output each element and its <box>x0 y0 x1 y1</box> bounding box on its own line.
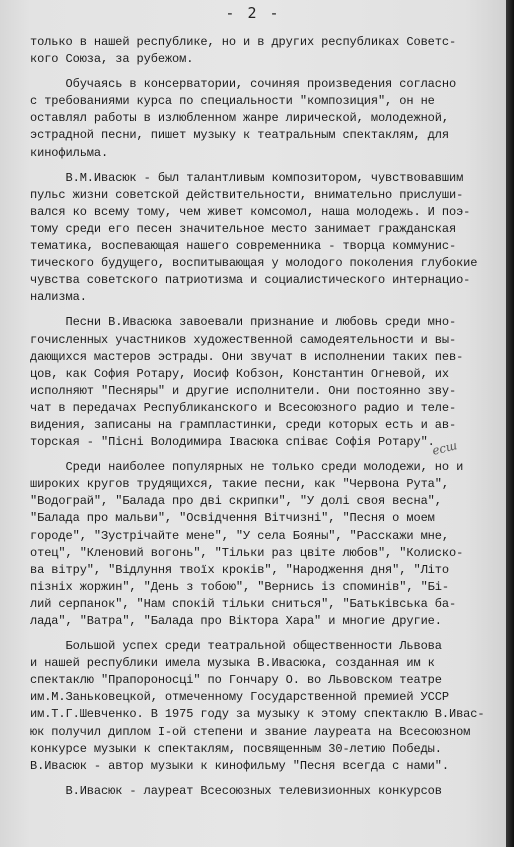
paragraph <box>30 459 500 630</box>
text-line: юк получил диплом I-ой степени и звание лауреата на Всесоюзном <box>30 724 471 739</box>
text-line: пульс жизни советской действительности, внимательно прислуши- <box>30 187 464 202</box>
text-line: цов, как София Ротару, Иосиф Кобзон, Константин Огневой, их <box>30 366 449 381</box>
text-line: оставлял работы в излюбленном жанре лирической, молодежной, <box>30 111 449 126</box>
text-line: лада", "Ватра", "Балада про Віктора Хара" и многие другие. <box>30 614 442 628</box>
paragraph <box>30 638 500 775</box>
paragraph <box>30 314 500 451</box>
paragraph-gap <box>30 630 500 638</box>
text-line: В.М.Ивасюк - был талантливым композитором, чувствовавшим <box>30 170 464 185</box>
text-line: Большой успех среди театральной общественности Львова <box>30 639 442 654</box>
page-number: - 2 - <box>225 4 281 22</box>
text-line: лий серпанок", "Нам спокій тільки сниться", "Батьківська ба- <box>30 596 457 611</box>
text-line: городе", "Зустрічайте мене", "У села Бояны", "Расскажи мне, <box>30 528 449 543</box>
text-line: Обучаясь в консерватории, сочиняя произведения согласно <box>30 77 457 92</box>
paragraph <box>30 783 500 800</box>
text-line: видения, записаны на грампластинки, среди которых есть и ав- <box>30 417 457 432</box>
text-line: нализма. <box>30 290 87 305</box>
text-line: кого Союза, за рубежом. <box>30 52 194 67</box>
text-line: В.Ивасюк - лауреат Всесоюзных телевизионных конкурсов <box>30 783 442 798</box>
text-line: пізніх жоржин", "День з тобою", "Вернись із споминів", "Бі- <box>30 579 449 594</box>
text-line: гочисленных участников художественной самодеятельности и вы- <box>30 332 457 347</box>
text-line: "Балада про мальви", "Освідчення Вітчизні", "Песня о моем <box>30 511 435 526</box>
text-line: отец", "Кленовий вогонь", "Тільки раз цвіте любов", "Колискo- <box>30 545 464 560</box>
text-line: эстрадной песни, пишет музыку к театральным спектаклям, для <box>30 128 449 143</box>
paragraph-gap <box>30 162 500 170</box>
text-line: чувства советского патриотизма и социалистического интернацио- <box>30 273 471 288</box>
paragraph-gap <box>30 306 500 314</box>
paragraph-gap <box>30 68 500 76</box>
text-line: Песни В.Ивасюка завоевали признание и любовь среди мно- <box>30 315 457 330</box>
document-body <box>30 34 500 800</box>
paragraph-gap <box>30 451 500 459</box>
text-line: чат в передачах Республиканского и Всесоюзного радио и теле- <box>30 400 457 415</box>
text-line: спектаклю "Прапороносці" по Гончару О. во Львовском театре <box>30 673 442 688</box>
text-line: конкурсе музыки к спектаклям, посвященным 30-летию Победы. <box>30 741 442 756</box>
paragraph-gap <box>30 775 500 783</box>
text-line: тического будущего, воспитывающая у молодого поколения глубокие <box>30 256 478 271</box>
text-line: "Водограй", "Балада про дві скрипки", "У долі своя весна", <box>30 494 442 509</box>
text-line: исполняют "Песняры" и другие исполнители. Они постоянно зву- <box>30 383 457 398</box>
text-line: торская - "Пісні Володимира Івасюка співає Софія Ротару". <box>30 435 435 450</box>
text-line: только в нашей республике, но и в других республиках Советс- <box>30 35 457 49</box>
paragraph <box>30 34 500 68</box>
text-line: кинофильма. <box>30 145 109 160</box>
paragraph <box>30 170 500 307</box>
text-line: В.Ивасюк - автор музыки к кинофильму "Песня всегда с нами". <box>30 758 449 773</box>
text-line: им.Т.Г.Шевченко. В 1975 году за музыку к этому спектаклю В.Ивас- <box>30 707 485 722</box>
text-line: с требованиями курса по специальности "композиция", он не <box>30 94 435 109</box>
paragraph <box>30 76 500 161</box>
text-line: тематика, воспевающая нашего современника - творца коммунис- <box>30 239 457 254</box>
text-line: им.М.Заньковецкой, отмеченному Государственной премией УССР <box>30 690 449 705</box>
text-line: дающихся мастеров эстрады. Они звучат в исполнении таких пев- <box>30 349 464 364</box>
text-line: широких кругов трудящихся, такие песни, как "Червона Рута", <box>30 477 449 492</box>
text-line: тому среди его песен значительное место занимает гражданская <box>30 221 457 236</box>
text-line: и нашей республики имела музыка В.Ивасюка, созданная им к <box>30 656 435 671</box>
text-line: Среди наиболее популярных не только среди молодежи, но и <box>30 460 464 475</box>
handwritten-mark: есш <box>430 438 459 458</box>
text-line: вался ко всему тому, чем живет комсомол, наша молодежь. И поэ- <box>30 204 471 219</box>
text-line: ва вітру", "Відлуння твоїх кроків", "Народження дня", "Літо <box>30 562 449 577</box>
page-edge-shadow <box>506 0 514 847</box>
